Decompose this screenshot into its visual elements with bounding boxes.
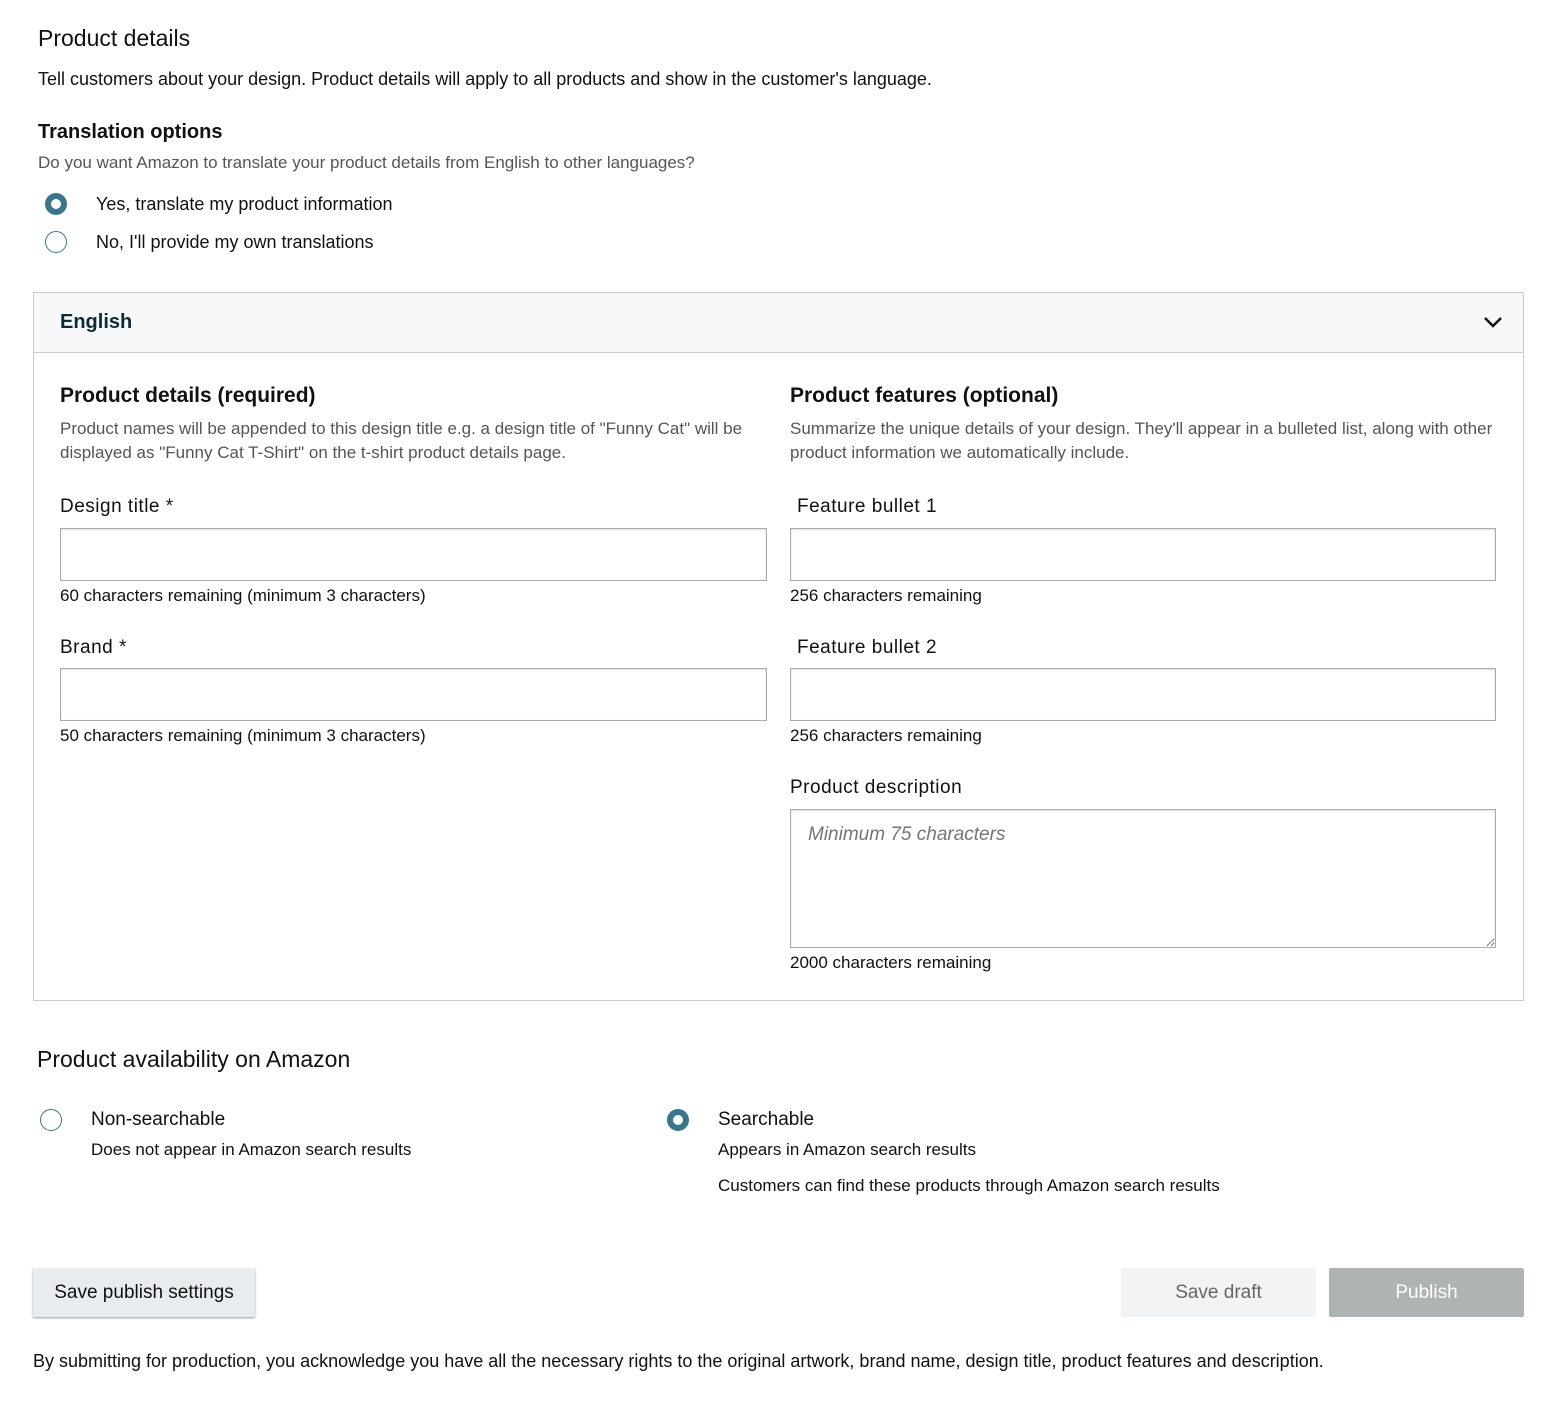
design-title-label: Design title * <box>60 496 174 517</box>
page-title: Product details <box>38 25 191 51</box>
brand-hint: 50 characters remaining (minimum 3 characters) <box>60 726 426 745</box>
option-note: Customers can find these products through Amazon search results <box>718 1176 1220 1195</box>
product-description-hint: 2000 characters remaining <box>790 953 992 972</box>
product-description-textarea[interactable] <box>790 809 1496 948</box>
feature-bullet-1-input[interactable] <box>790 528 1496 581</box>
option-desc: Does not appear in Amazon search results <box>91 1140 412 1159</box>
brand-input[interactable] <box>60 668 767 721</box>
design-title-input[interactable] <box>60 528 767 581</box>
feature-bullet-1-label: Feature bullet 1 <box>797 496 938 517</box>
radio-label[interactable]: Yes, translate my product information <box>96 194 393 214</box>
publish-button[interactable]: Publish <box>1329 1268 1524 1317</box>
radio-non-searchable[interactable] <box>40 1109 62 1131</box>
chevron-down-icon[interactable] <box>1483 315 1503 329</box>
product-details-desc: Product names will be appended to this design title e.g. a design title of "Funny Cat" will be displayed as "Funny Cat T-Shirt" on the t-shirt product details page. <box>60 419 743 462</box>
rights-disclaimer: By submitting for production, you acknowledge you have all the necessary rights to the original artwork, brand name, design title, product features and description. <box>33 1351 1324 1371</box>
translation-question: Do you want Amazon to translate your product details from English to other languages? <box>38 153 695 172</box>
translation-title: Translation options <box>38 121 223 143</box>
feature-bullet-2-input[interactable] <box>790 668 1496 721</box>
radio-translate-yes[interactable] <box>45 193 67 215</box>
save-publish-settings-button[interactable]: Save publish settings <box>33 1268 255 1317</box>
radio-label[interactable]: Non-searchable <box>91 1109 226 1130</box>
product-description-label: Product description <box>790 777 963 798</box>
save-draft-button[interactable]: Save draft <box>1121 1268 1316 1317</box>
brand-label: Brand * <box>60 637 127 658</box>
product-features-desc: Summarize the unique details of your design. They'll appear in a bulleted list, along with other product information we automatically include. <box>790 419 1493 462</box>
feature-bullet-2-label: Feature bullet 2 <box>797 637 938 658</box>
radio-label[interactable]: No, I'll provide my own translations <box>96 232 374 252</box>
language-label: English <box>60 311 133 333</box>
radio-label[interactable]: Searchable <box>718 1109 815 1130</box>
language-panel-header[interactable] <box>34 293 1523 353</box>
design-title-hint: 60 characters remaining (minimum 3 characters) <box>60 586 426 605</box>
feature-bullet-2-hint: 256 characters remaining <box>790 726 982 745</box>
feature-bullet-1-hint: 256 characters remaining <box>790 586 982 605</box>
option-desc: Appears in Amazon search results <box>718 1140 976 1159</box>
page-subtitle: Tell customers about your design. Product details will apply to all products and show in the customer's language. <box>38 69 932 89</box>
radio-translate-no[interactable] <box>45 231 67 253</box>
product-details-title: Product details (required) <box>60 384 316 407</box>
availability-title: Product availability on Amazon <box>37 1046 351 1072</box>
product-features-title: Product features (optional) <box>790 384 1059 407</box>
radio-searchable[interactable] <box>667 1109 689 1131</box>
